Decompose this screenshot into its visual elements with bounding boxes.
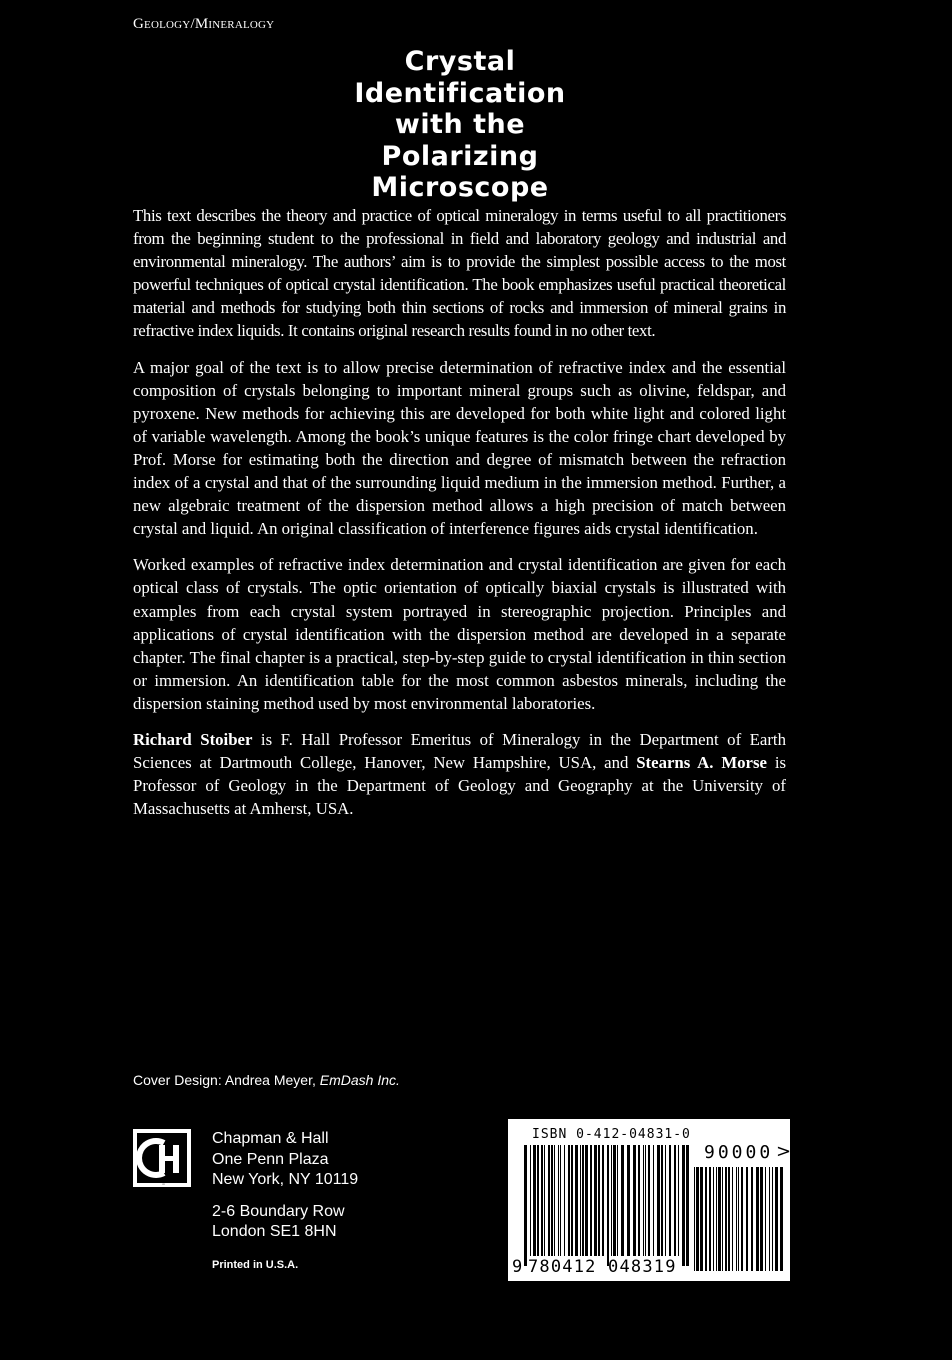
barcode-bar xyxy=(598,1145,600,1256)
author-bio-text: is Professor of Geology in the Department of Geology and Geography at the University of Massachusetts at Amherst, USA. xyxy=(133,753,787,819)
barcode-bar xyxy=(657,1145,660,1256)
barcode-bar xyxy=(627,1145,630,1256)
barcode-bar xyxy=(548,1145,550,1256)
book-title xyxy=(200,46,720,204)
category-label: Geology/Mineralogy xyxy=(133,16,275,32)
publisher-address-line: 2-6 Boundary Row xyxy=(212,1202,345,1220)
barcode-bar xyxy=(571,1145,573,1256)
logo-letters: CH xyxy=(162,1184,165,1186)
barcode-bar xyxy=(645,1145,646,1256)
barcode-bar xyxy=(716,1167,717,1271)
isbn-number: ISBN 0-412-04831-0 xyxy=(532,1127,691,1142)
barcode-bar xyxy=(638,1145,640,1256)
title-line: Polarizing xyxy=(381,140,539,172)
addon-barcode xyxy=(694,1167,783,1271)
main-barcode xyxy=(524,1145,689,1266)
barcode-bar xyxy=(700,1167,703,1271)
barcode-bar xyxy=(560,1145,561,1256)
barcode-bar xyxy=(765,1167,766,1271)
barcode-bar xyxy=(590,1145,592,1256)
barcode-bar xyxy=(669,1145,671,1256)
barcode-bar xyxy=(643,1145,644,1256)
barcode-bar xyxy=(728,1167,730,1271)
barcode-bar xyxy=(621,1145,624,1256)
barcode-bar xyxy=(709,1167,711,1271)
barcode-bar xyxy=(736,1167,737,1271)
publisher-logo-icon xyxy=(133,1129,191,1187)
barcode-bar xyxy=(554,1145,555,1256)
barcode-bar xyxy=(775,1167,778,1271)
barcode-bar xyxy=(686,1145,689,1266)
cover-design-credit xyxy=(133,1072,400,1088)
barcode-bar xyxy=(718,1167,721,1271)
title-line: Crystal xyxy=(404,46,516,77)
barcode-bar xyxy=(746,1167,748,1271)
ean-first-digit: 9 xyxy=(512,1257,523,1277)
barcode-bar xyxy=(772,1167,773,1271)
barcode-bar xyxy=(582,1145,584,1256)
barcode-bar xyxy=(613,1145,616,1256)
barcode-bar xyxy=(694,1167,695,1271)
barcode-bar xyxy=(713,1167,714,1271)
ean-digits: 780412 048319 xyxy=(528,1257,677,1277)
barcode-bar xyxy=(551,1145,553,1256)
isbn-barcode xyxy=(508,1119,790,1281)
barcode-bar xyxy=(575,1145,578,1256)
barcode-bar xyxy=(607,1145,609,1266)
cover-design-company: EmDash Inc. xyxy=(319,1072,400,1088)
barcode-bar xyxy=(617,1145,618,1256)
barcode-bar xyxy=(665,1145,666,1256)
authors-bio xyxy=(133,728,786,820)
barcode-bar xyxy=(580,1145,581,1256)
barcode-bar xyxy=(537,1145,539,1256)
barcode-bar xyxy=(653,1145,654,1256)
author-bio-text: is F. Hall Professor Emeritus of Mineralogy in the Department of Earth Sciences at Dartmouth College, Hanover, New Hampshire, USA, and xyxy=(133,729,786,773)
author-name: Stearns A. Morse xyxy=(636,753,767,773)
barcode-bar xyxy=(722,1167,723,1271)
author-name: Richard Stoiber xyxy=(133,729,253,749)
barcode-bar xyxy=(674,1145,676,1256)
barcode-bar xyxy=(738,1167,739,1271)
barcode-bar xyxy=(633,1145,636,1256)
title-line: with the xyxy=(394,109,526,140)
barcode-bar xyxy=(741,1167,743,1271)
barcode-bar xyxy=(769,1167,770,1271)
barcode-bar xyxy=(751,1167,753,1271)
barcode-bar xyxy=(696,1167,699,1271)
barcode-bar xyxy=(524,1145,527,1266)
barcode-bar xyxy=(568,1145,570,1256)
publisher-address-line: London SE1 8HN xyxy=(212,1223,337,1240)
barcode-bar xyxy=(705,1167,707,1271)
barcode-bar xyxy=(564,1145,565,1256)
barcode-bar xyxy=(682,1145,685,1266)
title-line: Identification xyxy=(354,77,566,109)
barcode-bar xyxy=(760,1167,763,1271)
barcode-bar xyxy=(756,1167,759,1271)
description xyxy=(133,204,786,833)
publisher-name: Chapman & Hall xyxy=(212,1130,329,1147)
barcode-bar xyxy=(725,1167,727,1271)
barcode-bar xyxy=(541,1145,543,1256)
barcode-bar xyxy=(533,1145,536,1256)
barcode-bar xyxy=(678,1145,679,1256)
barcode-bar xyxy=(585,1145,588,1256)
barcode-bar xyxy=(594,1145,597,1256)
publisher-address-line: One Penn Plaza xyxy=(212,1150,329,1168)
description-paragraph: This text describes the theory and practice of optical mineralogy in terms useful to all practitioners from the beginning student to the professional in field and laboratory geology and industrial and environmental mineralogy. The authors’ aim is to provide the simplest possible access to the most powerful techniques of optical crystal identification. The book emphasizes useful practical theoretical material and methods for studying both thin sections of rocks and immersion of mineral grains in refractive index liquids. It contains original research results found in no other text. xyxy=(133,206,786,341)
barcode-bar xyxy=(661,1145,663,1256)
printed-in: Printed in U.S.A. xyxy=(212,1259,299,1271)
cover-design-label: Cover Design: Andrea Meyer, xyxy=(133,1072,320,1088)
barcode-bar xyxy=(602,1145,604,1256)
publisher-address-line: New York, NY 10119 xyxy=(212,1171,359,1188)
barcode-bar xyxy=(530,1145,531,1256)
barcode-bar xyxy=(648,1145,650,1256)
description-paragraph: A major goal of the text is to allow precise determination of refractive index and the essential composition of crystals belonging to important mineral groups such as olivine, feldspar, and pyroxene. New methods for achieving this are developed for both white light and colored light of variable wavelength. Among the book’s unique features is the color fringe chart developed by Prof. Morse for estimating both the direction and degree of mismatch between the refraction index of a crystal and that of the surrounding liquid medium in the immersion method. Further, a new algebraic treatment of the dispersion method allows a high precision of match between crystal and liquid. An original classification of interference figures aids crystal identification. xyxy=(133,357,786,539)
barcode-bar xyxy=(544,1145,545,1256)
publisher-address xyxy=(212,1129,358,1243)
price-marker: > xyxy=(776,1141,792,1162)
barcode-bar xyxy=(611,1145,612,1256)
barcode-bar xyxy=(558,1145,559,1256)
barcode-bar xyxy=(732,1167,733,1271)
price-code: 90000 xyxy=(704,1142,774,1163)
description-paragraph: Worked examples of refractive index determination and crystal identification are given for each optical class of crystals. The optic orientation of optically biaxial crystals is illustrated with examples from each crystal system portrayed in stereographic projection. Principles and applications of crystal identification with the dispersion method are developed in a separate chapter. The final chapter is a practical, step-by-step guide to crystal identification in thin section or immersion. An identification table for the most common asbestos minerals, including the dispersion staining method used by most environmental laboratories. xyxy=(133,555,786,713)
title-line: Microscope xyxy=(371,172,549,203)
barcode-bar xyxy=(780,1167,783,1271)
